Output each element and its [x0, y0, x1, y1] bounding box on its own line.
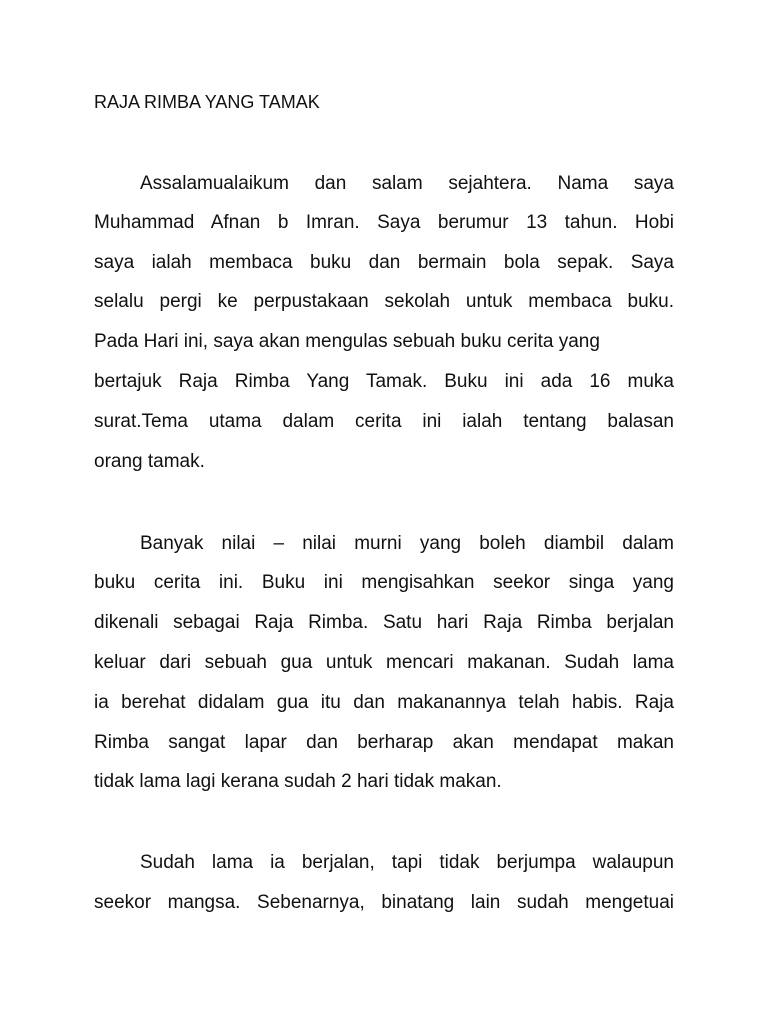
paragraph-1-line-3: saya ialah membaca buku dan bermain bola sepak. Saya: [94, 252, 674, 273]
paragraph-2-line-3: dikenali sebagai Raja Rimba. Satu hari Raja Rimba berjalan: [94, 612, 674, 633]
paragraph-1-line-6: bertajuk Raja Rimba Yang Tamak. Buku ini ada 16 muka: [94, 371, 674, 392]
paragraph-1-line-8: orang tamak.: [94, 451, 205, 472]
paragraph-2-line-2: buku cerita ini. Buku ini mengisahkan seekor singa yang: [94, 572, 674, 593]
paragraph-2-line-6: Rimba sangat lapar dan berharap akan mendapat makan: [94, 732, 674, 753]
paragraph-1-line-4: selalu pergi ke perpustakaan sekolah untuk membaca buku.: [94, 291, 674, 312]
paragraph-3-line-2: seekor mangsa. Sebenarnya, binatang lain sudah mengetuai: [94, 892, 674, 913]
paragraph-2-line-7: tidak lama lagi kerana sudah 2 hari tidak makan.: [94, 771, 502, 792]
paragraph-1-line-7: surat.Tema utama dalam cerita ini ialah tentang balasan: [94, 411, 674, 432]
document-title: RAJA RIMBA YANG TAMAK: [94, 92, 320, 112]
paragraph-2-line-5: ia berehat didalam gua itu dan makanannya telah habis. Raja: [94, 692, 674, 713]
paragraph-1-line-2: Muhammad Afnan b Imran. Saya berumur 13 tahun. Hobi: [94, 212, 674, 233]
paragraph-2-line-1: Banyak nilai – nilai murni yang boleh diambil dalam: [140, 533, 674, 554]
paragraph-1-line-5: Pada Hari ini, saya akan mengulas sebuah buku cerita yang: [94, 331, 600, 352]
paragraph-1-line-1: Assalamualaikum dan salam sejahtera. Nama saya: [140, 173, 674, 194]
paragraph-3-line-1: Sudah lama ia berjalan, tapi tidak berjumpa walaupun: [140, 852, 674, 873]
paragraph-2-line-4: keluar dari sebuah gua untuk mencari makanan. Sudah lama: [94, 652, 674, 673]
